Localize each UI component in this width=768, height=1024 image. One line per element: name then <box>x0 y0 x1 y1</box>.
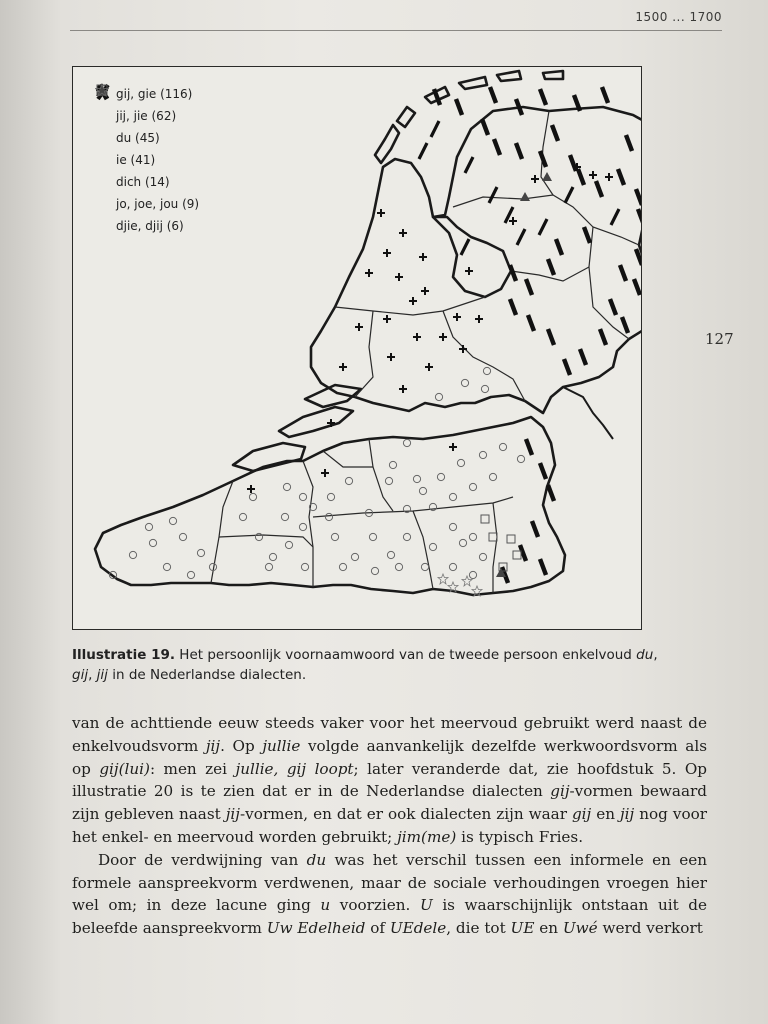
gij-marker <box>301 563 308 570</box>
legend-label: dich (14) <box>116 175 170 189</box>
gij-marker <box>187 571 194 578</box>
italic-word: jij <box>225 805 240 824</box>
du-marker <box>584 227 590 243</box>
jij-marker <box>419 253 427 261</box>
ie-marker <box>431 121 439 137</box>
gij-marker <box>327 493 334 500</box>
jij-marker <box>395 273 403 281</box>
jij-marker <box>605 173 613 181</box>
gij-marker <box>449 493 456 500</box>
jij-marker <box>509 217 517 225</box>
gij-marker <box>403 439 410 446</box>
legend-row-du <box>95 127 199 149</box>
du-marker <box>532 521 538 537</box>
text-run: of <box>365 919 390 938</box>
gij-marker <box>325 513 332 520</box>
du-marker <box>552 125 558 141</box>
djie-marker <box>438 574 448 584</box>
running-head-text: 1500 ... 1700 <box>635 10 722 24</box>
ie-marker <box>461 239 469 255</box>
du-marker <box>526 439 532 455</box>
du-marker <box>556 239 562 255</box>
jij-marker <box>399 229 407 237</box>
legend-label: gij, gie (116) <box>116 87 193 101</box>
du-marker <box>638 209 641 225</box>
text-run: was het verschil tussen een informele en een formele aanspreekvorm verdwenen, maar de sociale verhoudingen vroegen hier wel om; in deze lacune ging <box>72 850 708 915</box>
jij-marker <box>449 443 457 451</box>
du-marker <box>548 259 554 275</box>
du-marker <box>548 485 554 501</box>
gij-marker <box>385 477 392 484</box>
caption-du: du <box>636 647 654 663</box>
gij-marker <box>265 563 272 570</box>
jij-marker <box>413 333 421 341</box>
du-marker <box>510 265 516 281</box>
gij-marker <box>395 563 402 570</box>
du-marker <box>564 359 570 375</box>
legend-label: du (45) <box>116 131 160 145</box>
du-marker <box>602 87 608 103</box>
gij-marker <box>483 367 490 374</box>
ie-marker <box>611 209 619 225</box>
star-icon <box>95 217 113 235</box>
gij-marker <box>457 459 464 466</box>
text-run: van de achttiende eeuw steeds vaker voor het meervoud gebruikt werd naast de enkelvoudsvorm <box>72 714 707 755</box>
du-marker <box>580 349 586 365</box>
caption-comma: , <box>653 647 658 663</box>
body-text <box>72 712 707 940</box>
gij-marker <box>129 551 136 558</box>
text-run: en <box>534 919 563 938</box>
text-run: volgde aanvankelijk dezelfde werkwoordsvorm als op <box>72 736 707 778</box>
jij-marker <box>425 363 433 371</box>
gij-marker <box>179 533 186 540</box>
caption-text: Het persoonlijk voornaamwoord van de tweede persoon enkelvoud <box>175 647 637 663</box>
jij-marker <box>453 313 461 321</box>
gij-marker <box>479 553 486 560</box>
province-borders <box>211 111 639 593</box>
jo-marker <box>520 192 530 201</box>
text-run: is waarschijnlijk ontstaan uit de beleefde aanspreekvorm <box>72 896 707 938</box>
gij-marker <box>461 379 468 386</box>
gij-marker <box>481 385 488 392</box>
italic-word: gij <box>571 805 592 824</box>
du-marker <box>570 155 576 171</box>
italic-word: Uw Edelheid <box>266 919 366 938</box>
du-marker <box>620 265 626 281</box>
du-marker <box>516 99 522 115</box>
text-run: : men zei <box>149 759 236 778</box>
caption-jij: jij <box>96 667 108 683</box>
gij-marker <box>369 533 376 540</box>
gij-marker <box>387 551 394 558</box>
gij-marker <box>145 523 152 530</box>
text-run: ; later veranderde dat, zie hoofdstuk 5. Op illustratie 20 is te zien dat er in de Nederlandse dialecten <box>72 759 707 801</box>
paragraph <box>72 712 707 849</box>
du-marker <box>600 329 606 345</box>
italic-word: jim(me) <box>397 827 457 846</box>
du-marker <box>482 119 488 135</box>
italic-word: gij(lui) <box>99 759 150 778</box>
gij-marker <box>413 475 420 482</box>
du-marker <box>548 329 554 345</box>
text-run: Door de verdwijning van <box>98 850 307 869</box>
gij-marker <box>283 483 290 490</box>
italic-word: UE <box>510 919 535 938</box>
gij-marker <box>479 451 486 458</box>
gij-marker <box>371 567 378 574</box>
ie-marker <box>565 187 573 203</box>
du-marker <box>634 279 640 295</box>
square-icon <box>95 173 113 191</box>
legend-label: jij, jie (62) <box>116 109 177 123</box>
ie-marker <box>419 143 427 159</box>
text-run: , die tot <box>446 919 511 938</box>
du-marker <box>578 169 584 185</box>
du-marker <box>490 87 496 103</box>
gij-marker <box>239 513 246 520</box>
du-marker <box>636 189 641 205</box>
triangle-icon <box>95 195 113 213</box>
italic-word: jij <box>619 805 635 824</box>
legend-label: ie (41) <box>116 153 156 167</box>
du-marker <box>494 139 500 155</box>
jij-marker <box>531 175 539 183</box>
text-run: werd verkort <box>597 919 703 938</box>
plus-icon <box>95 107 113 125</box>
jij-marker <box>409 297 417 305</box>
gij-marker <box>169 517 176 524</box>
jij-marker <box>399 385 407 393</box>
text-run: voorzien. <box>330 896 420 915</box>
caption-gij: gij <box>72 667 89 683</box>
du-marker <box>626 135 632 151</box>
gij-marker <box>197 549 204 556</box>
text-run: en <box>591 805 620 824</box>
legend-row-dich <box>95 171 199 193</box>
italic-word: u <box>320 896 331 915</box>
italic-word: du <box>306 850 327 869</box>
italic-word: UEdele <box>389 919 447 938</box>
text-run: nog voor het enkel- en meervoud worden gebruikt; <box>72 805 707 846</box>
du-marker <box>456 99 462 115</box>
paragraph <box>72 849 707 940</box>
du-marker <box>540 559 546 575</box>
gij-marker <box>469 483 476 490</box>
caption-comma: , <box>88 667 97 683</box>
du-marker <box>516 143 522 159</box>
slash-icon <box>95 151 113 169</box>
jij-marker <box>247 485 255 493</box>
du-marker <box>540 151 546 167</box>
gij-marker <box>299 493 306 500</box>
italic-word: jij <box>205 736 221 755</box>
caption-text-end: in de Nederlandse dialecten. <box>107 667 307 683</box>
legend-row-ie <box>95 149 199 171</box>
gij-marker <box>449 563 456 570</box>
jij-marker <box>321 469 329 477</box>
gij-marker <box>469 533 476 540</box>
dialect-map-figure <box>72 66 642 630</box>
italic-word: gij <box>550 782 570 801</box>
italic-word: jullie <box>262 736 301 755</box>
ie-marker <box>489 187 497 203</box>
gij-marker <box>281 513 288 520</box>
gij-marker <box>437 473 444 480</box>
text-run: -vormen, en dat er ook dialecten zijn waar <box>240 805 572 824</box>
gij-marker <box>249 493 256 500</box>
du-marker <box>540 89 546 105</box>
gij-marker <box>299 523 306 530</box>
gij-marker <box>149 539 156 546</box>
caption-label: Illustratie 19. <box>72 647 175 663</box>
du-marker <box>610 299 616 315</box>
jij-marker <box>365 269 373 277</box>
page-number: 127 <box>705 330 734 348</box>
map-legend <box>95 83 199 237</box>
gij-marker <box>435 393 442 400</box>
jij-marker <box>383 249 391 257</box>
gij-marker <box>403 533 410 540</box>
jij-marker <box>377 209 385 217</box>
jij-marker <box>465 267 473 275</box>
ie-marker <box>465 157 473 173</box>
gij-marker <box>269 553 276 560</box>
gij-marker <box>389 461 396 468</box>
jo-marker <box>542 172 552 181</box>
gij-marker <box>339 563 346 570</box>
jij-marker <box>383 315 391 323</box>
du-marker <box>528 315 534 331</box>
du-marker <box>526 279 532 295</box>
gij-marker <box>163 563 170 570</box>
dich-marker <box>481 515 489 523</box>
italic-word: Uwé <box>562 919 598 938</box>
gij-marker <box>285 541 292 548</box>
gij-marker <box>449 523 456 530</box>
gij-marker <box>255 533 262 540</box>
legend-label: djie, djij (6) <box>116 219 184 233</box>
jij-marker <box>421 287 429 295</box>
jij-marker <box>339 363 347 371</box>
running-head <box>70 8 722 31</box>
gij-marker <box>421 563 428 570</box>
legend-label: jo, joe, jou (9) <box>116 197 200 211</box>
ie-marker <box>517 229 525 245</box>
thick-stroke-icon <box>95 129 113 147</box>
du-marker <box>540 463 546 479</box>
text-run: . Op <box>220 736 263 755</box>
gij-marker <box>489 473 496 480</box>
gij-marker <box>351 553 358 560</box>
ie-marker <box>539 219 547 235</box>
gij-marker <box>499 443 506 450</box>
jij-marker <box>589 171 597 179</box>
gij-marker <box>459 539 466 546</box>
jij-marker <box>355 323 363 331</box>
legend-row-jo <box>95 193 199 215</box>
italic-word: jullie, gij loopt <box>235 759 354 778</box>
gij-marker <box>345 477 352 484</box>
dich-marker <box>489 533 497 541</box>
gij-marker <box>331 533 338 540</box>
du-marker <box>622 317 628 333</box>
jij-marker <box>459 345 467 353</box>
italic-word: U <box>419 896 433 915</box>
gij-marker <box>419 487 426 494</box>
dich-marker <box>507 535 515 543</box>
du-marker <box>510 299 516 315</box>
gij-marker <box>429 543 436 550</box>
gij-marker <box>517 455 524 462</box>
jij-marker <box>475 315 483 323</box>
jij-marker <box>439 333 447 341</box>
legend-row-jij <box>95 105 199 127</box>
text-run: -vormen bewaard zijn gebleven naast <box>72 782 708 824</box>
dich-marker <box>513 551 521 559</box>
figure-caption <box>72 645 672 685</box>
du-marker <box>618 169 624 185</box>
jij-marker <box>387 353 395 361</box>
text-run: is typisch Fries. <box>456 827 584 846</box>
gij-marker <box>469 571 476 578</box>
legend-row-djie <box>95 215 199 237</box>
du-marker <box>596 181 602 197</box>
